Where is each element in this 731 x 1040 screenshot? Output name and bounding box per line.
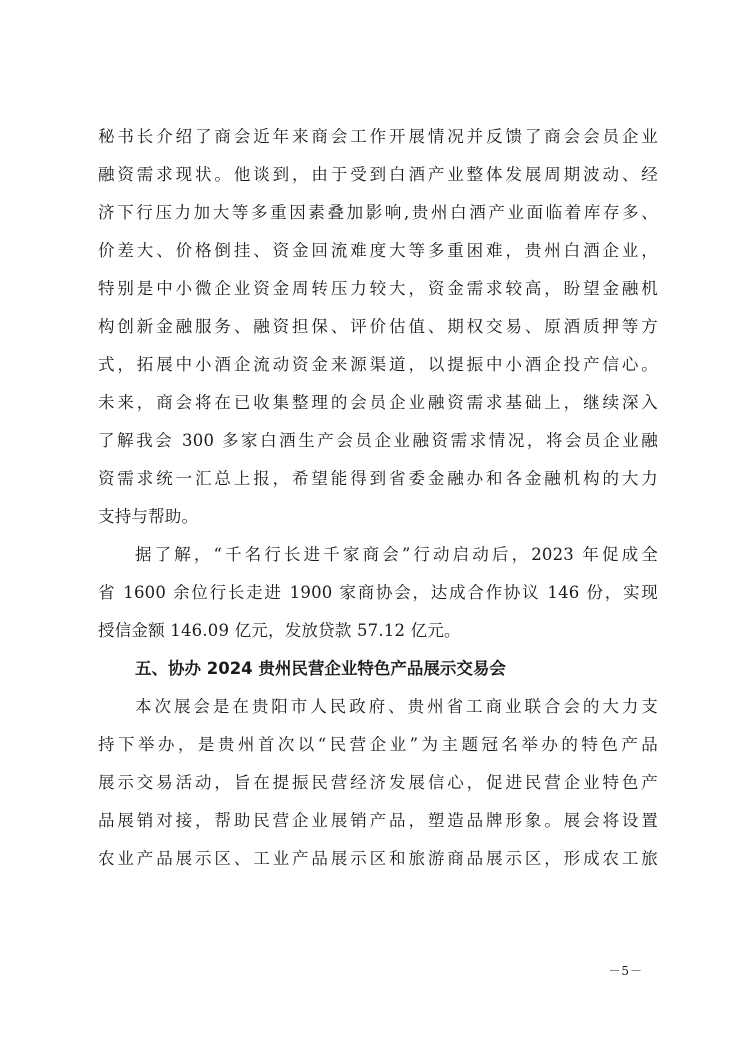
text-line: 济下行压力加大等多重因素叠加影响,贵州白酒产业面临着库存多、 (98, 203, 658, 222)
text-line: 特别是中小微企业资金周转压力较大，资金需求较高，盼望金融机 (98, 279, 658, 298)
text-line: 价差大、价格倒挂、资金回流难度大等多重困难，贵州白酒企业， (98, 241, 658, 260)
page-number: －5－ (608, 964, 643, 978)
text-line: 据了解，“千名行长进千家商会”行动启动后，2023 年促成全 (135, 545, 658, 564)
paragraph-expo (98, 688, 658, 878)
text-line: 持下举办，是贵州首次以“民营企业”为主题冠名举办的特色产品 (98, 735, 658, 754)
paragraph-chamber-financing (98, 118, 658, 536)
paragraph-bank-visits (98, 536, 658, 650)
text-line: 构创新金融服务、融资担保、评价估值、期权交易、原酒质押等方 (98, 317, 658, 336)
section-heading: 五、协办 2024 贵州民营企业特色产品展示交易会 (135, 659, 506, 678)
text-line: 展示交易活动，旨在提振民营经济发展信心，促进民营企业特色产 (98, 773, 658, 792)
text-line: 融资需求现状。他谈到，由于受到白酒产业整体发展周期波动、经 (98, 165, 658, 184)
text-line: 支持与帮助。 (98, 507, 199, 526)
text-line: 资需求统一汇总上报，希望能得到省委金融办和各金融机构的大力 (98, 469, 658, 488)
text-line: 授信金额 146.09 亿元，发放贷款 57.12 亿元。 (98, 621, 461, 640)
text-line: 品展销对接，帮助民营企业展销产品，塑造品牌形象。展会将设置 (98, 811, 658, 830)
text-line: 秘书长介绍了商会近年来商会工作开展情况并反馈了商会会员企业 (98, 127, 658, 146)
document-body (98, 118, 658, 878)
text-line: 式，拓展中小酒企流动资金来源渠道，以提振中小酒企投产信心。 (98, 355, 658, 374)
text-line: 本次展会是在贵阳市人民政府、贵州省工商业联合会的大力支 (135, 697, 658, 716)
text-line: 农业产品展示区、工业产品展示区和旅游商品展示区，形成农工旅 (98, 849, 658, 868)
text-line: 省 1600 余位行长走进 1900 家商协会，达成合作协议 146 份，实现 (98, 583, 658, 602)
text-line: 了解我会 300 多家白酒生产会员企业融资需求情况，将会员企业融 (98, 431, 658, 450)
text-line: 未来，商会将在已收集整理的会员企业融资需求基础上，继续深入 (98, 393, 658, 412)
